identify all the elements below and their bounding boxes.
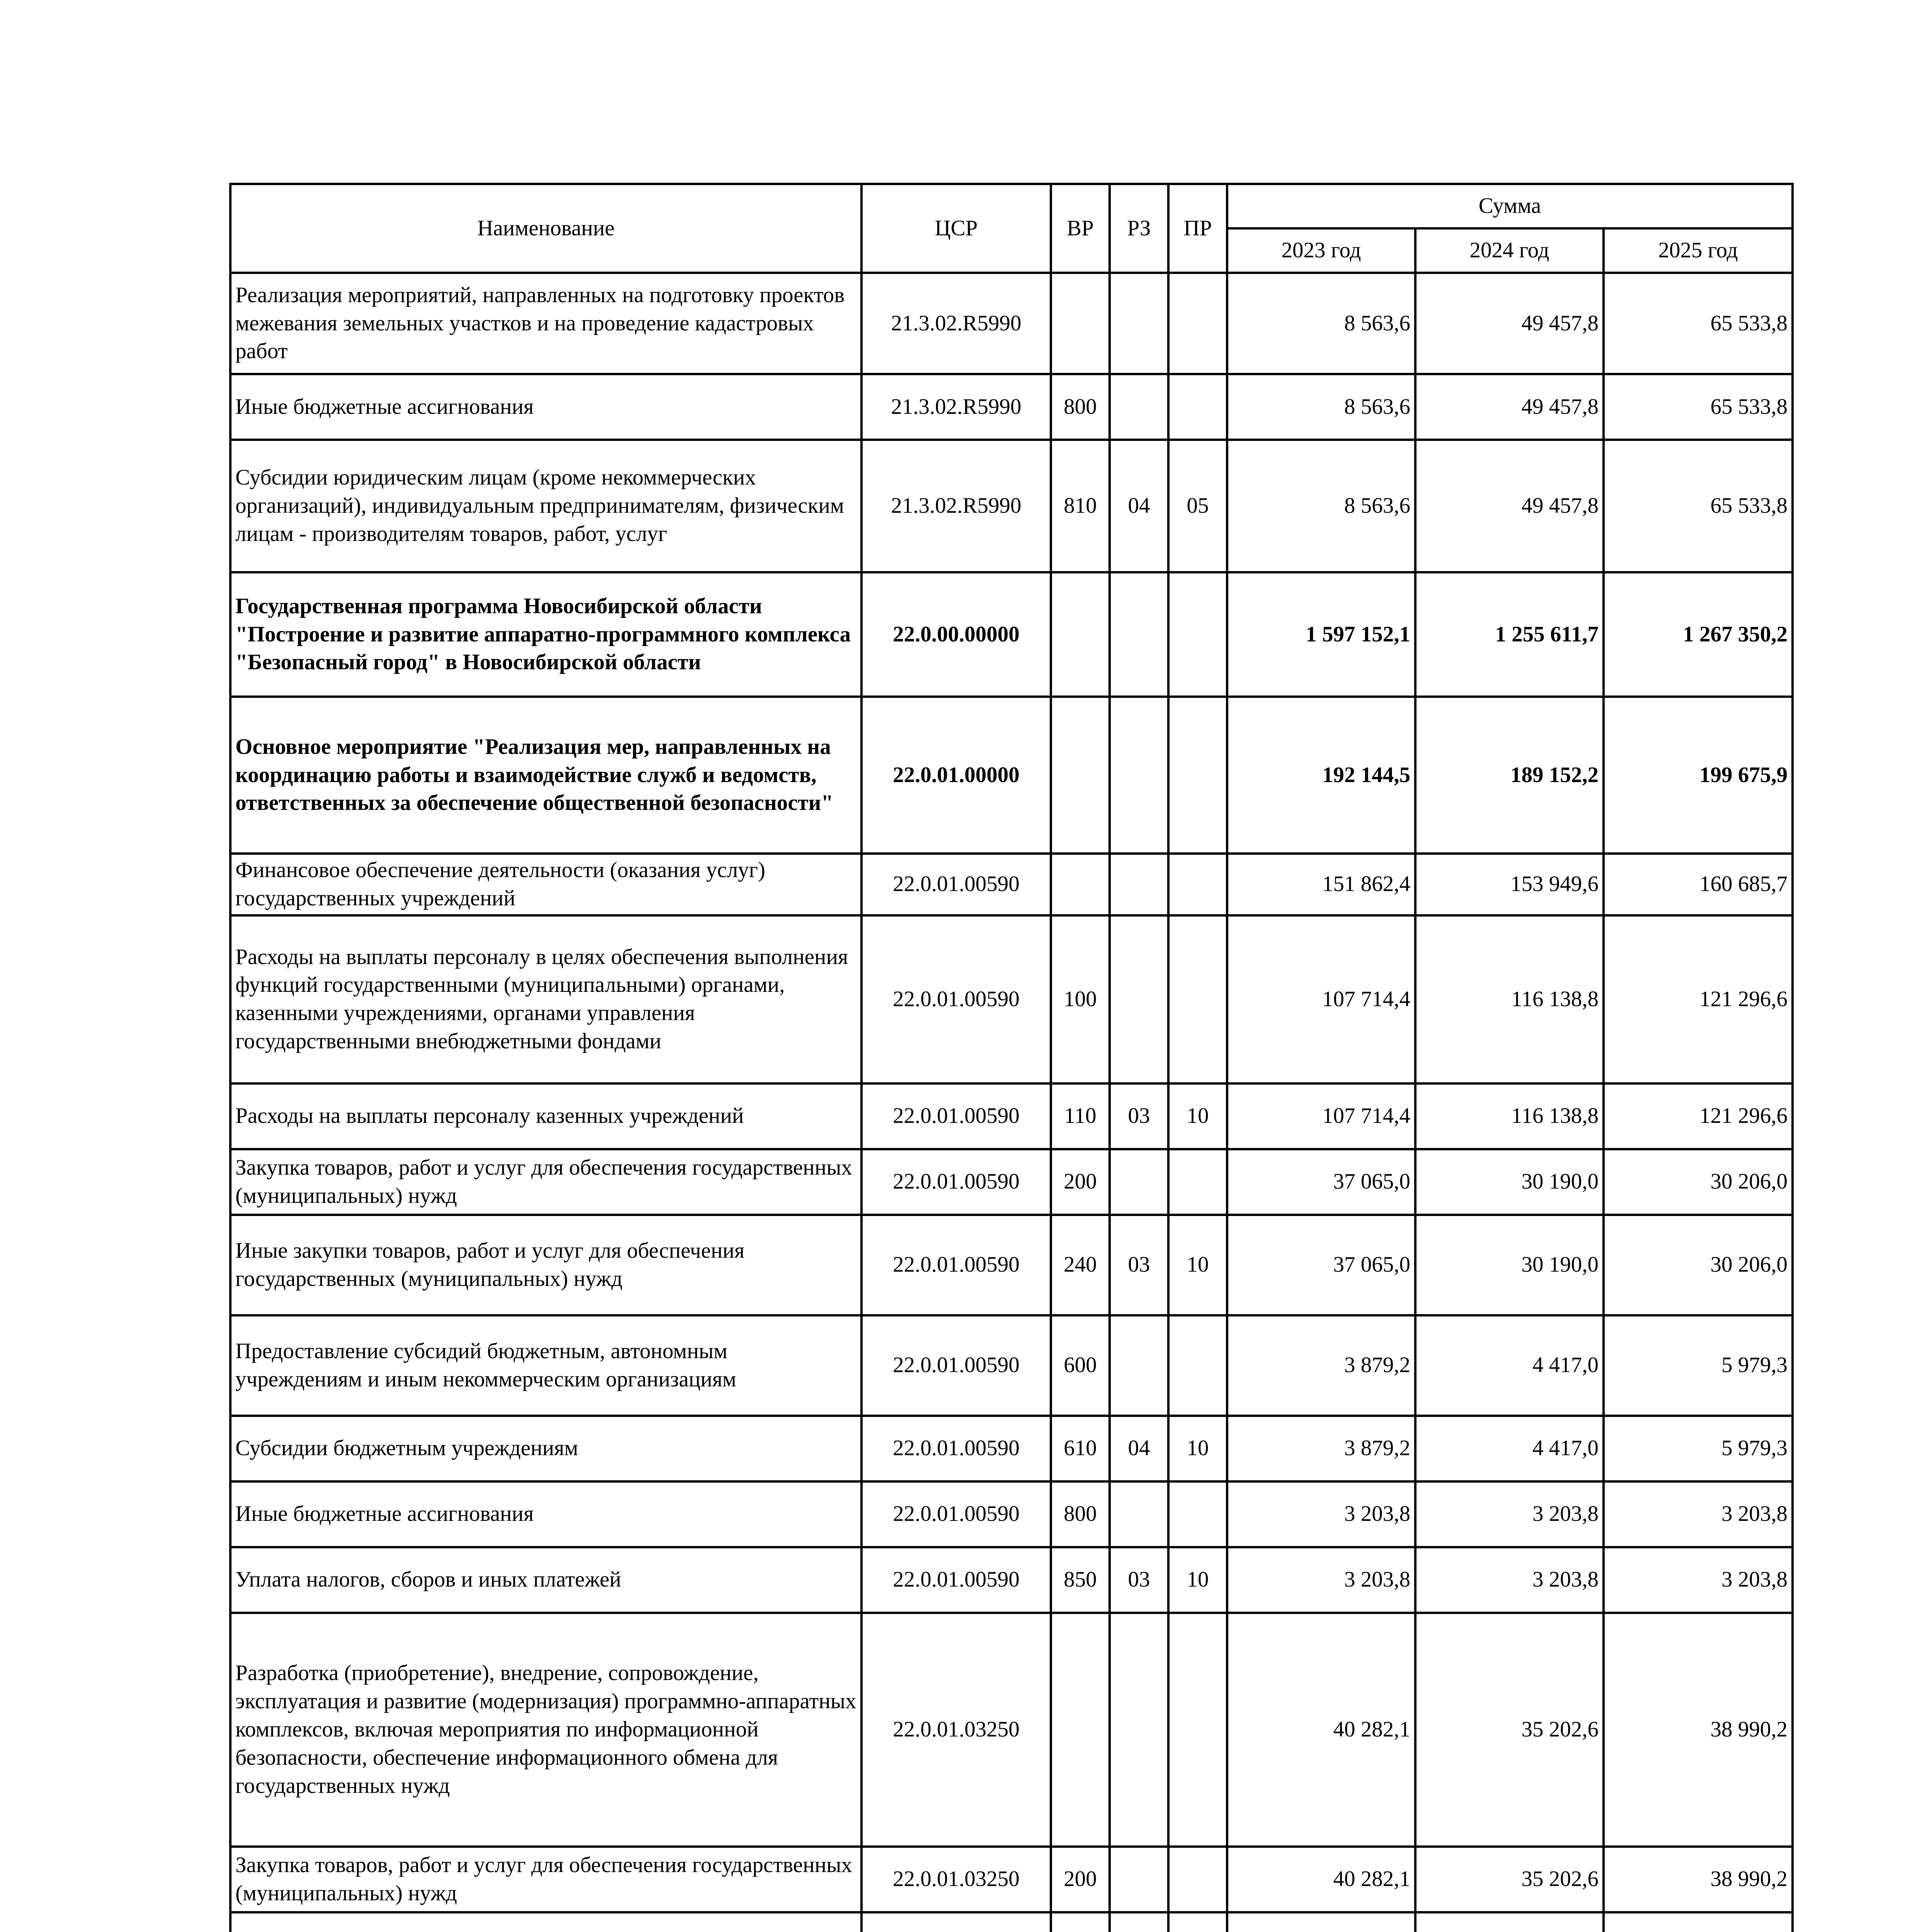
row-vr: 200 — [1051, 1847, 1110, 1912]
row-name: Закупка товаров, работ и услуг для обеспечения государственных (муниципальных) нужд — [230, 1149, 861, 1215]
row-rz — [1110, 273, 1168, 374]
row-csr: 22.0.01.00590 — [861, 1149, 1051, 1215]
row-2024: 4 417,0 — [1415, 1416, 1604, 1481]
row-2023: 37 065,0 — [1227, 1215, 1415, 1315]
row-name: Основное мероприятие "Реализация мер, направленных на координацию работы и взаимодействие служб и ведомств, ответственных за обеспечение общественной безопасности" — [230, 697, 861, 854]
row-2025: 65 533,8 — [1604, 273, 1793, 374]
header-csr: ЦСР — [861, 184, 1051, 273]
row-pr — [1168, 1912, 1227, 1932]
row-csr: 22.0.01.00590 — [861, 854, 1051, 915]
row-pr — [1168, 273, 1227, 374]
row-vr — [1051, 854, 1110, 915]
row-2024: 30 190,0 — [1415, 1215, 1604, 1315]
row-name: Уплата налогов, сборов и иных платежей — [230, 1547, 861, 1613]
row-pr — [1168, 572, 1227, 697]
header-rz: РЗ — [1110, 184, 1168, 273]
row-2023: 3 203,8 — [1227, 1547, 1415, 1613]
row-2023: 107 714,4 — [1227, 1083, 1415, 1149]
row-pr — [1168, 1315, 1227, 1416]
row-csr: 21.3.02.R5990 — [861, 440, 1051, 572]
table-row — [230, 1315, 1793, 1416]
row-2023: 107 714,4 — [1227, 915, 1415, 1083]
row-pr — [1168, 1481, 1227, 1547]
table-row — [230, 1547, 1793, 1613]
row-2024: 116 138,8 — [1415, 1083, 1604, 1149]
row-2025 — [1604, 1912, 1793, 1932]
row-rz — [1110, 572, 1168, 697]
row-rz — [1110, 1481, 1168, 1547]
header-2023: 2023 год — [1227, 228, 1415, 273]
row-csr: 22.0.01.03250 — [861, 1613, 1051, 1847]
row-2023: 8 563,6 — [1227, 440, 1415, 572]
row-2025: 38 990,2 — [1604, 1613, 1793, 1847]
table-row — [230, 1613, 1793, 1847]
row-2025: 160 685,7 — [1604, 854, 1793, 915]
table-row — [230, 854, 1793, 915]
table-row — [230, 1847, 1793, 1912]
row-2025: 1 267 350,2 — [1604, 572, 1793, 697]
row-vr — [1051, 697, 1110, 854]
table-row — [230, 915, 1793, 1083]
row-rz — [1110, 1847, 1168, 1912]
row-2023: 8 563,6 — [1227, 273, 1415, 374]
row-rz — [1110, 1613, 1168, 1847]
row-rz: 04 — [1110, 1416, 1168, 1481]
row-name: Субсидии бюджетным учреждениям — [230, 1416, 861, 1481]
row-vr: 610 — [1051, 1416, 1110, 1481]
row-2024: 35 202,6 — [1415, 1847, 1604, 1912]
row-rz: 03 — [1110, 1547, 1168, 1613]
row-name: Субсидии юридическим лицам (кроме некоммерческих организаций), индивидуальным предпринимателям, физическим лицам - производителям товаров, работ, услуг — [230, 440, 861, 572]
row-2024: 49 457,8 — [1415, 440, 1604, 572]
row-pr — [1168, 1149, 1227, 1215]
row-2023 — [1227, 1912, 1415, 1932]
table-row — [230, 440, 1793, 572]
row-vr — [1051, 1912, 1110, 1932]
header-name: Наименование — [230, 184, 861, 273]
row-2023: 8 563,6 — [1227, 374, 1415, 440]
row-name: Закупка товаров, работ и услуг для обеспечения государственных (муниципальных) нужд — [230, 1847, 861, 1912]
row-2024: 49 457,8 — [1415, 374, 1604, 440]
row-2023: 1 597 152,1 — [1227, 572, 1415, 697]
row-2025: 30 206,0 — [1604, 1215, 1793, 1315]
row-pr: 10 — [1168, 1083, 1227, 1149]
row-pr — [1168, 854, 1227, 915]
header-pr: ПР — [1168, 184, 1227, 273]
row-pr: 05 — [1168, 440, 1227, 572]
row-2024: 3 203,8 — [1415, 1481, 1604, 1547]
row-rz — [1110, 1912, 1168, 1932]
row-2023: 151 862,4 — [1227, 854, 1415, 915]
row-csr: 22.0.01.00590 — [861, 1083, 1051, 1149]
row-pr — [1168, 374, 1227, 440]
row-name: Расходы на выплаты персоналу в целях обеспечения выполнения функций государственными (муниципальными) органами, казенными учреждениями, органами управления государственными внебюджетными фондами — [230, 915, 861, 1083]
row-rz: 03 — [1110, 1215, 1168, 1315]
row-vr — [1051, 1613, 1110, 1847]
row-2024: 4 417,0 — [1415, 1315, 1604, 1416]
header-2025: 2025 год — [1604, 228, 1793, 273]
table-row — [230, 1149, 1793, 1215]
row-pr — [1168, 1847, 1227, 1912]
header-vr: ВР — [1051, 184, 1110, 273]
table-row — [230, 572, 1793, 697]
row-vr: 240 — [1051, 1215, 1110, 1315]
row-csr: 22.0.01.00590 — [861, 1547, 1051, 1613]
table-row — [230, 1416, 1793, 1481]
row-2025: 121 296,6 — [1604, 915, 1793, 1083]
row-pr — [1168, 915, 1227, 1083]
row-2025: 5 979,3 — [1604, 1315, 1793, 1416]
row-name: Государственная программа Новосибирской области "Построение и развитие аппаратно-программного комплекса "Безопасный город" в Новосибирской области — [230, 572, 861, 697]
row-pr: 10 — [1168, 1416, 1227, 1481]
row-2024: 1 255 611,7 — [1415, 572, 1604, 697]
row-rz — [1110, 374, 1168, 440]
row-vr: 600 — [1051, 1315, 1110, 1416]
row-2024: 49 457,8 — [1415, 273, 1604, 374]
row-rz — [1110, 1315, 1168, 1416]
row-2025: 65 533,8 — [1604, 374, 1793, 440]
row-vr — [1051, 273, 1110, 374]
row-2025: 199 675,9 — [1604, 697, 1793, 854]
row-csr: 22.0.01.03250 — [861, 1847, 1051, 1912]
row-2024 — [1415, 1912, 1604, 1932]
table-row — [230, 1912, 1793, 1932]
header-2024: 2024 год — [1415, 228, 1604, 273]
row-csr: 22.0.00.00000 — [861, 572, 1051, 697]
row-2025: 3 203,8 — [1604, 1547, 1793, 1613]
table-row — [230, 1481, 1793, 1547]
row-name: Предоставление субсидий бюджетным, автономным учреждениям и иным некоммерческим организациям — [230, 1315, 861, 1416]
row-name: Иные бюджетные ассигнования — [230, 374, 861, 440]
row-2025: 5 979,3 — [1604, 1416, 1793, 1481]
row-2025: 65 533,8 — [1604, 440, 1793, 572]
row-name: Финансовое обеспечение деятельности (оказания услуг) государственных учреждений — [230, 854, 861, 915]
row-name: Иные закупки товаров, работ и услуг для обеспечения государственных (муниципальных) нужд — [230, 1215, 861, 1315]
row-vr: 100 — [1051, 915, 1110, 1083]
row-2023: 3 879,2 — [1227, 1315, 1415, 1416]
table-row — [230, 374, 1793, 440]
row-name — [230, 1912, 861, 1932]
row-vr: 200 — [1051, 1149, 1110, 1215]
row-2023: 192 144,5 — [1227, 697, 1415, 854]
row-vr: 110 — [1051, 1083, 1110, 1149]
row-pr: 10 — [1168, 1547, 1227, 1613]
row-rz: 04 — [1110, 440, 1168, 572]
table-row — [230, 1083, 1793, 1149]
row-2025: 30 206,0 — [1604, 1149, 1793, 1215]
row-2024: 35 202,6 — [1415, 1613, 1604, 1847]
row-vr: 800 — [1051, 374, 1110, 440]
row-csr: 22.0.01.00590 — [861, 1416, 1051, 1481]
row-2024: 153 949,6 — [1415, 854, 1604, 915]
row-csr — [861, 1912, 1051, 1932]
row-pr — [1168, 697, 1227, 854]
row-vr: 800 — [1051, 1481, 1110, 1547]
row-2023: 3 203,8 — [1227, 1481, 1415, 1547]
row-rz — [1110, 854, 1168, 915]
row-rz — [1110, 1149, 1168, 1215]
row-pr — [1168, 1613, 1227, 1847]
row-2025: 3 203,8 — [1604, 1481, 1793, 1547]
row-2024: 3 203,8 — [1415, 1547, 1604, 1613]
row-2024: 116 138,8 — [1415, 915, 1604, 1083]
row-2023: 40 282,1 — [1227, 1613, 1415, 1847]
row-vr: 810 — [1051, 440, 1110, 572]
row-pr: 10 — [1168, 1215, 1227, 1315]
row-csr: 22.0.01.00000 — [861, 697, 1051, 854]
row-csr: 22.0.01.00590 — [861, 1481, 1051, 1547]
row-name: Иные бюджетные ассигнования — [230, 1481, 861, 1547]
row-rz — [1110, 915, 1168, 1083]
row-csr: 21.3.02.R5990 — [861, 273, 1051, 374]
row-2025: 38 990,2 — [1604, 1847, 1793, 1912]
row-csr: 22.0.01.00590 — [861, 915, 1051, 1083]
header-sum: Сумма — [1227, 184, 1793, 228]
row-2023: 40 282,1 — [1227, 1847, 1415, 1912]
row-name: Расходы на выплаты персоналу казенных учреждений — [230, 1083, 861, 1149]
table-row — [230, 273, 1793, 374]
table-row — [230, 1215, 1793, 1315]
row-2023: 3 879,2 — [1227, 1416, 1415, 1481]
row-csr: 21.3.02.R5990 — [861, 374, 1051, 440]
row-2025: 121 296,6 — [1604, 1083, 1793, 1149]
row-2023: 37 065,0 — [1227, 1149, 1415, 1215]
row-rz: 03 — [1110, 1083, 1168, 1149]
row-rz — [1110, 697, 1168, 854]
row-vr: 850 — [1051, 1547, 1110, 1613]
row-csr: 22.0.01.00590 — [861, 1315, 1051, 1416]
row-name: Разработка (приобретение), внедрение, сопровождение, эксплуатация и развитие (модернизация) программно-аппаратных комплексов, включая мероприятия по информационной безопасности, обеспечение информационного обмена для государственных нужд — [230, 1613, 861, 1847]
row-name: Реализация мероприятий, направленных на подготовку проектов межевания земельных участков и на проведение кадастровых работ — [230, 273, 861, 374]
table-row — [230, 697, 1793, 854]
row-vr — [1051, 572, 1110, 697]
row-csr: 22.0.01.00590 — [861, 1215, 1051, 1315]
row-2024: 30 190,0 — [1415, 1149, 1604, 1215]
budget-table — [229, 183, 1794, 1932]
row-2024: 189 152,2 — [1415, 697, 1604, 854]
